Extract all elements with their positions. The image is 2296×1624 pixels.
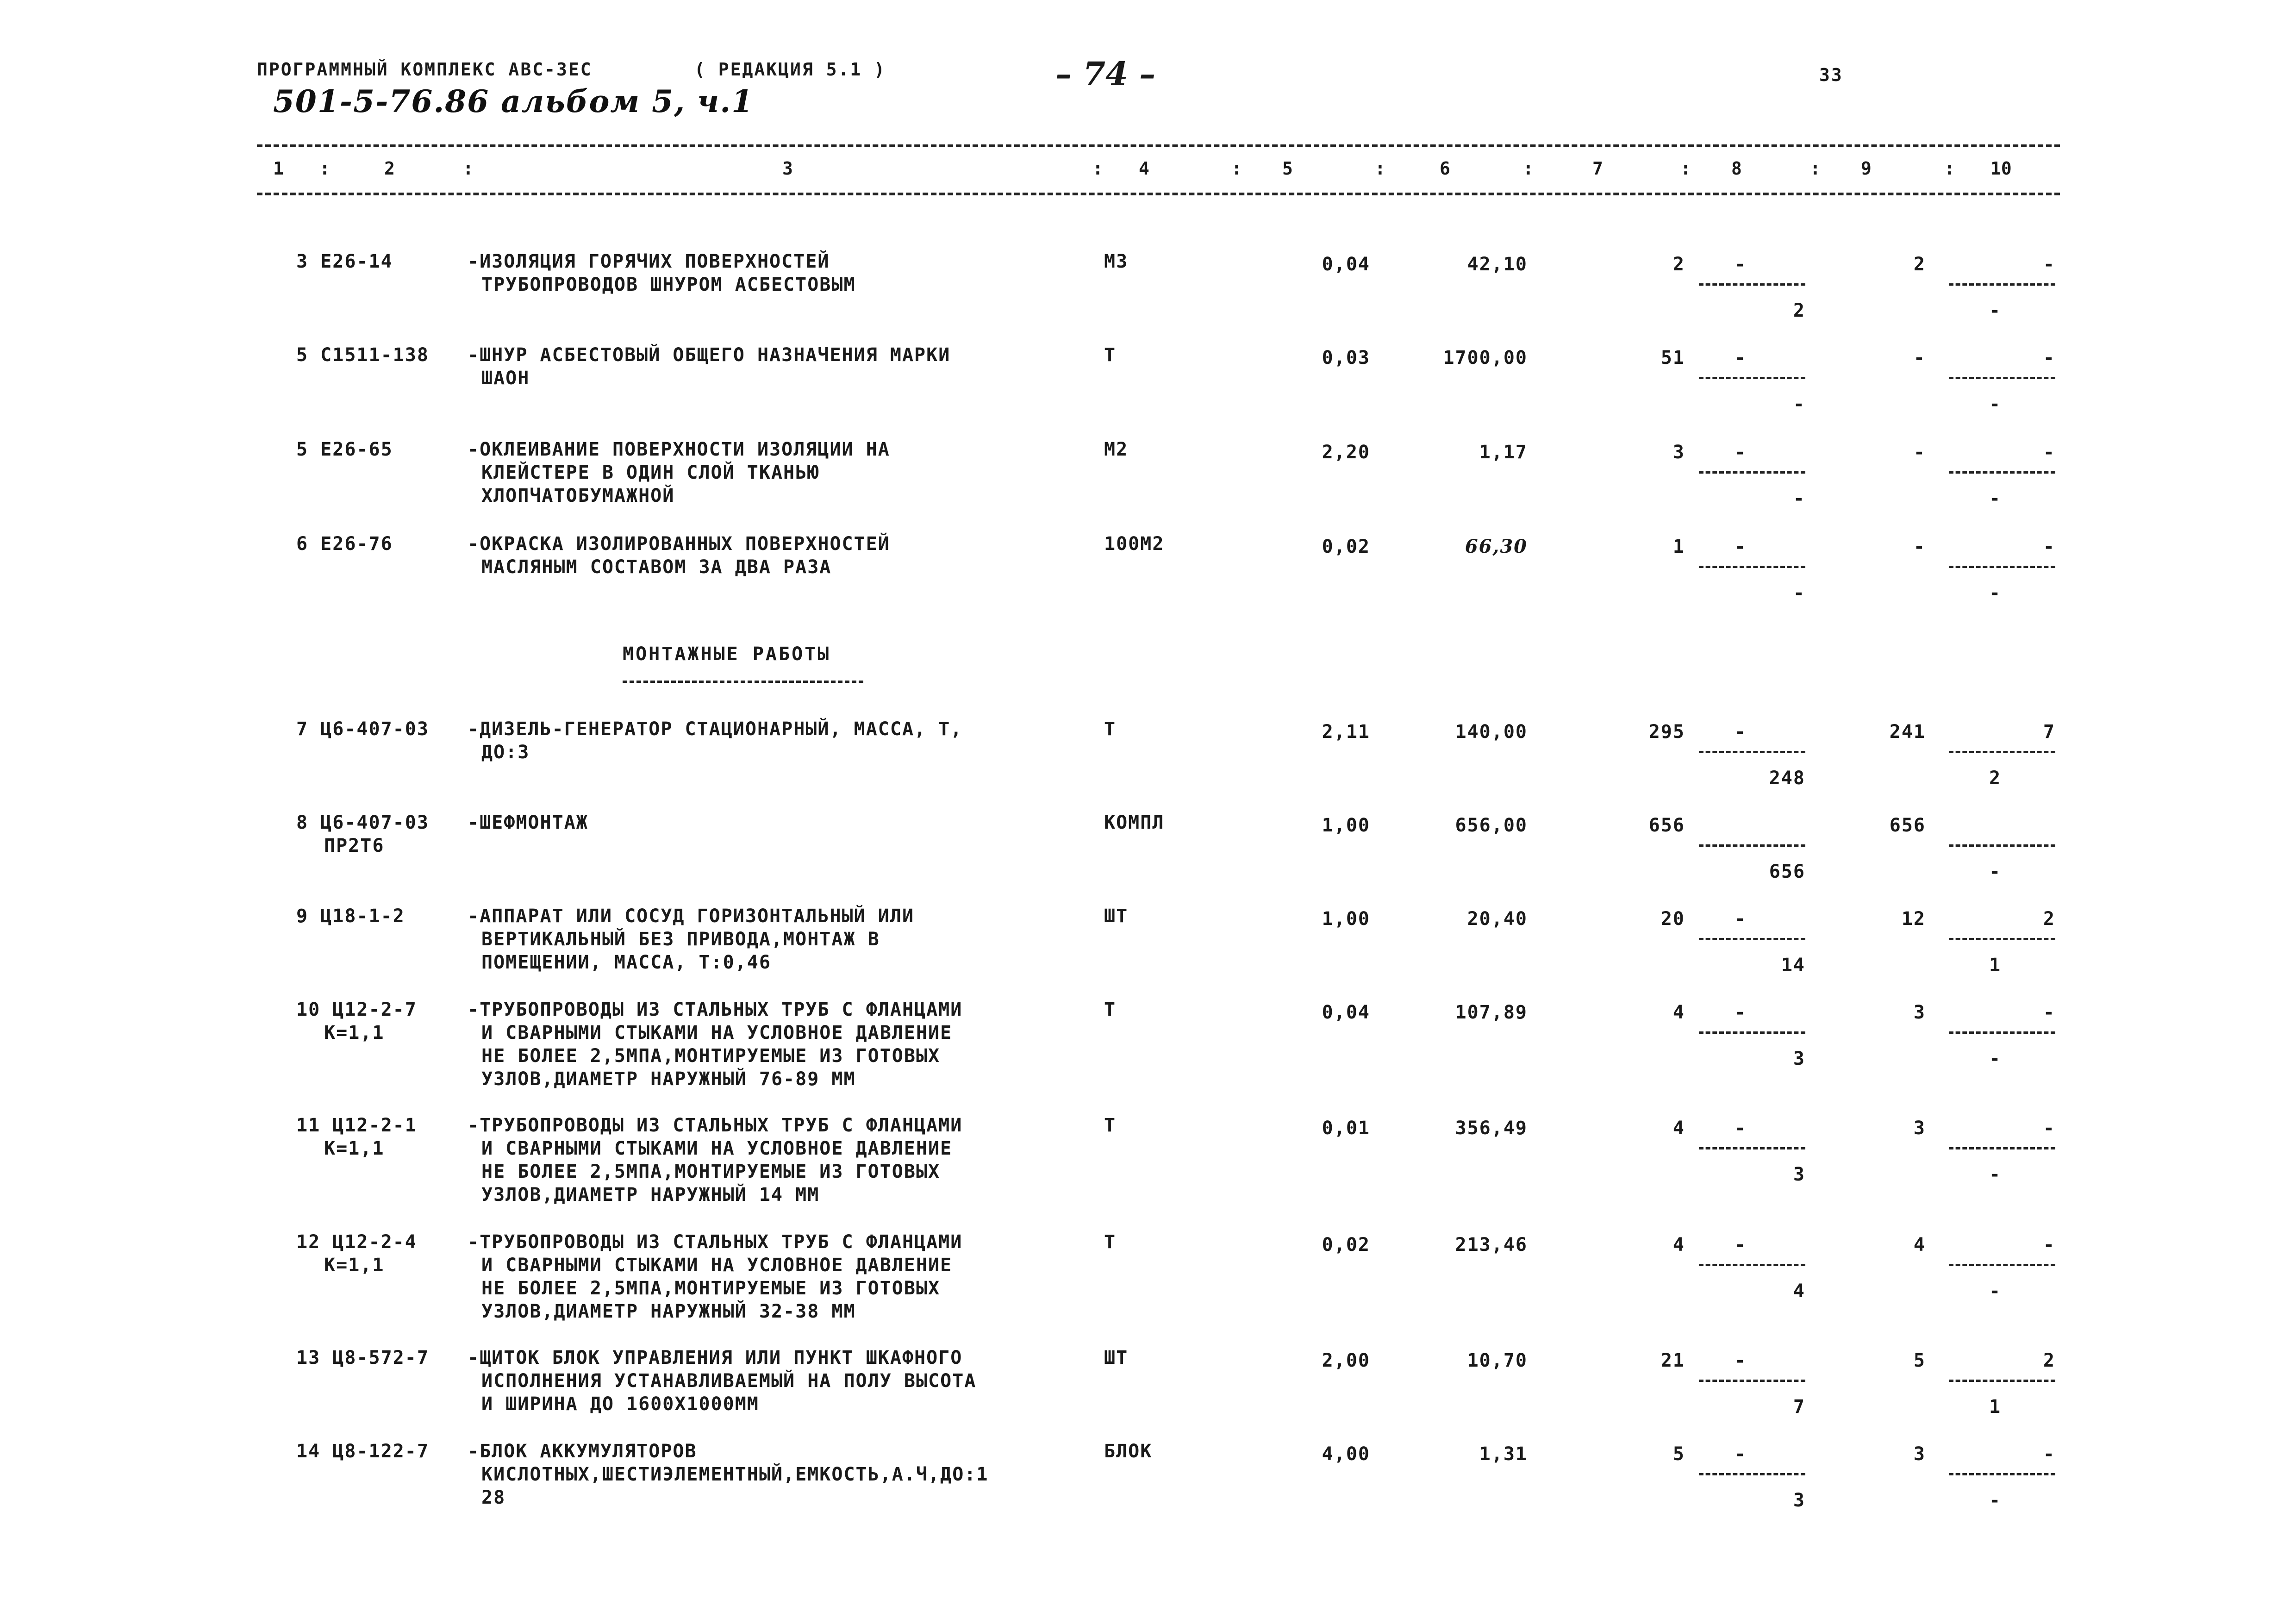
row-col8-divider: [1699, 471, 1805, 474]
row-col8-bottom: 2: [1793, 300, 1805, 321]
row-col8-top: -: [1734, 442, 1747, 463]
row-col8-bottom: 7: [1793, 1396, 1805, 1418]
row-unit-price: 356,49: [1455, 1118, 1528, 1139]
row-total-cost: 21: [1660, 1350, 1685, 1371]
row-unit: ШТ: [1104, 906, 1129, 927]
row-code: 6 Е26-76: [296, 533, 393, 555]
row-total-cost: 20: [1660, 908, 1685, 930]
row-col8-divider: [1699, 751, 1805, 753]
row-col8-top: -: [1734, 1350, 1747, 1371]
page-number-center: – 74 –: [1055, 55, 1156, 93]
row-col8-bottom: -: [1793, 582, 1805, 604]
row-unit: БЛОК: [1104, 1441, 1153, 1462]
row-col10-divider: [1949, 1380, 2055, 1382]
row-col9: 12: [1901, 908, 1926, 930]
row-unit-price: 213,46: [1455, 1234, 1528, 1255]
row-col8-divider: [1699, 566, 1805, 568]
row-col10-divider: [1949, 751, 2055, 753]
row-description-line: ВЕРТИКАЛЬНЫЙ БЕЗ ПРИВОДА,МОНТАЖ В: [481, 929, 880, 950]
row-description-line: -БЛОК АККУМУЛЯТОРОВ: [468, 1441, 697, 1462]
row-col10-top: 2: [2043, 1350, 2055, 1371]
row-unit-price: 1700,00: [1443, 347, 1528, 369]
row-col10-bottom: -: [1989, 582, 2002, 604]
row-col10-divider: [1949, 1031, 2055, 1034]
row-col10-bottom: -: [1989, 300, 2002, 321]
row-col9: 3: [1913, 1443, 1926, 1465]
column-number-8: 8: [1731, 158, 1742, 179]
row-unit: 100М2: [1104, 533, 1165, 555]
row-code: 5 Е26-65: [296, 439, 393, 460]
page-number-right: 33: [1819, 65, 1843, 85]
column-separator: :: [1092, 158, 1103, 179]
row-col8-divider: [1699, 283, 1805, 286]
row-col8-top: -: [1734, 1002, 1747, 1023]
row-total-cost: 295: [1648, 721, 1685, 743]
row-description-line: УЗЛОВ,ДИАМЕТР НАРУЖНЫЙ 76-89 ММ: [481, 1068, 856, 1090]
row-col10-top: -: [2043, 1443, 2055, 1465]
column-separator: :: [1680, 158, 1691, 179]
column-number-7: 7: [1592, 158, 1603, 179]
row-unit: КОМПЛ: [1104, 812, 1165, 833]
program-title: ПРОГРАММНЫЙ КОМПЛЕКС АВС-ЗЕС: [257, 59, 593, 80]
row-col8-bottom: 248: [1769, 768, 1805, 789]
table-top-rule: [257, 144, 2060, 147]
column-separator: :: [1231, 158, 1242, 179]
row-col9: 656: [1889, 815, 1926, 836]
row-col8-divider: [1699, 938, 1805, 940]
row-col8-bottom: 3: [1793, 1490, 1805, 1511]
table-header-bottom-rule: [257, 193, 2060, 195]
row-code: 9 Ц18-1-2: [296, 906, 405, 927]
row-quantity: 1,00: [1322, 815, 1370, 836]
row-unit-price: 66,30: [1465, 536, 1528, 557]
row-quantity: 2,20: [1322, 442, 1370, 463]
row-col10-divider: [1949, 1264, 2055, 1266]
row-col10-bottom: 1: [1989, 1396, 2002, 1418]
row-col10-bottom: -: [1989, 488, 2002, 509]
row-total-cost: 2: [1672, 254, 1685, 275]
row-description-line: НЕ БОЛЕЕ 2,5МПА,МОНТИРУЕМЫЕ ИЗ ГОТОВЫХ: [481, 1045, 941, 1067]
row-col8-top: -: [1734, 1234, 1747, 1255]
row-description-line: -ШНУР АСБЕСТОВЫЙ ОБЩЕГО НАЗНАЧЕНИЯ МАРКИ: [468, 344, 951, 366]
column-separator: :: [1810, 158, 1821, 179]
row-unit: Т: [1104, 999, 1117, 1020]
column-number-1: 1: [273, 158, 284, 179]
column-number-4: 4: [1139, 158, 1149, 179]
row-col10-bottom: 1: [1989, 955, 2002, 976]
row-unit: Т: [1104, 1231, 1117, 1253]
row-col9: 3: [1913, 1002, 1926, 1023]
row-col9: -: [1913, 536, 1926, 557]
row-description-line: -ОКРАСКА ИЗОЛИРОВАННЫХ ПОВЕРХНОСТЕЙ: [468, 533, 890, 555]
row-code: 11 Ц12-2-1: [296, 1115, 417, 1136]
row-description-line: -ТРУБОПРОВОДЫ ИЗ СТАЛЬНЫХ ТРУБ С ФЛАНЦАМИ: [468, 1115, 963, 1136]
row-total-cost: 1: [1672, 536, 1685, 557]
row-col8-bottom: -: [1793, 488, 1805, 509]
row-description-line: 28: [481, 1487, 506, 1508]
row-description-line: ТРУБОПРОВОДОВ ШНУРОМ АСБЕСТОВЫМ: [481, 274, 856, 295]
row-col8-top: -: [1734, 254, 1747, 275]
row-description-line: ХЛОПЧАТОБУМАЖНОЙ: [481, 485, 675, 506]
row-col8-bottom: -: [1793, 394, 1805, 415]
row-col10-top: 7: [2043, 721, 2055, 743]
row-col10-divider: [1949, 283, 2055, 286]
row-col8-top: -: [1734, 347, 1747, 369]
column-number-9: 9: [1861, 158, 1872, 179]
row-code-suffix: К=1,1: [324, 1022, 385, 1043]
row-description-line: НЕ БОЛЕЕ 2,5МПА,МОНТИРУЕМЫЕ ИЗ ГОТОВЫХ: [481, 1161, 941, 1182]
row-col9: 4: [1913, 1234, 1926, 1255]
row-col10-divider: [1949, 938, 2055, 940]
row-unit-price: 10,70: [1467, 1350, 1528, 1371]
row-col10-top: -: [2043, 347, 2055, 369]
row-quantity: 0,04: [1322, 254, 1370, 275]
row-description-line: -ТРУБОПРОВОДЫ ИЗ СТАЛЬНЫХ ТРУБ С ФЛАНЦАМИ: [468, 1231, 963, 1253]
row-description-line: МАСЛЯНЫМ СОСТАВОМ ЗА ДВА РАЗА: [481, 556, 832, 578]
row-quantity: 4,00: [1322, 1443, 1370, 1465]
row-col10-bottom: -: [1989, 1280, 2002, 1302]
row-code: 14 Ц8-122-7: [296, 1441, 429, 1462]
row-col8-top: -: [1734, 1118, 1747, 1139]
row-col8-top: -: [1734, 721, 1747, 743]
column-number-3: 3: [782, 158, 793, 179]
row-col8-bottom: 656: [1769, 861, 1805, 882]
row-unit: Т: [1104, 718, 1117, 740]
row-total-cost: 656: [1648, 815, 1685, 836]
row-description-line: И СВАРНЫМИ СТЫКАМИ НА УСЛОВНОЕ ДАВЛЕНИЕ: [481, 1022, 953, 1043]
row-unit-price: 140,00: [1455, 721, 1528, 743]
row-col8-bottom: 3: [1793, 1048, 1805, 1069]
row-unit-price: 656,00: [1455, 815, 1528, 836]
row-col10-bottom: -: [1989, 394, 2002, 415]
row-unit-price: 1,17: [1479, 442, 1528, 463]
row-col10-divider: [1949, 471, 2055, 474]
row-code: 10 Ц12-2-7: [296, 999, 417, 1020]
row-quantity: 2,11: [1322, 721, 1370, 743]
column-number-10: 10: [1990, 158, 2012, 179]
row-quantity: 2,00: [1322, 1350, 1370, 1371]
row-description-line: -ДИЗЕЛЬ-ГЕНЕРАТОР СТАЦИОНАРНЫЙ, МАССА, Т,: [468, 718, 963, 740]
column-separator: :: [319, 158, 330, 179]
column-separator: :: [1944, 158, 1955, 179]
row-col10-top: -: [2043, 1002, 2055, 1023]
row-col10-top: -: [2043, 1234, 2055, 1255]
row-unit: М2: [1104, 439, 1129, 460]
row-total-cost: 4: [1672, 1002, 1685, 1023]
column-separator: :: [1375, 158, 1385, 179]
row-description-line: И СВАРНЫМИ СТЫКАМИ НА УСЛОВНОЕ ДАВЛЕНИЕ: [481, 1138, 953, 1159]
row-total-cost: 4: [1672, 1118, 1685, 1139]
row-col10-bottom: 2: [1989, 768, 2002, 789]
row-quantity: 0,03: [1322, 347, 1370, 369]
row-unit-price: 42,10: [1467, 254, 1528, 275]
row-col10-bottom: -: [1989, 1490, 2002, 1511]
row-unit-price: 1,31: [1479, 1443, 1528, 1465]
row-col10-divider: [1949, 844, 2055, 847]
row-description-line: -ОКЛЕИВАНИЕ ПОВЕРХНОСТИ ИЗОЛЯЦИИ НА: [468, 439, 890, 460]
row-col9: -: [1913, 347, 1926, 369]
row-code-suffix: ПР2Т6: [324, 835, 385, 856]
row-code-suffix: К=1,1: [324, 1255, 385, 1276]
row-code: 8 Ц6-407-03: [296, 812, 429, 833]
row-col10-top: -: [2043, 442, 2055, 463]
column-separator: :: [463, 158, 474, 179]
row-unit: Т: [1104, 1115, 1117, 1136]
row-unit: Т: [1104, 344, 1117, 366]
row-description-line: КИСЛОТНЫХ,ШЕСТИЭЛЕМЕНТНЫЙ,ЕМКОСТЬ,А.Ч,ДО:1: [481, 1464, 989, 1485]
row-code: 12 Ц12-2-4: [296, 1231, 417, 1253]
row-total-cost: 4: [1672, 1234, 1685, 1255]
column-separator: :: [1523, 158, 1534, 179]
row-total-cost: 51: [1660, 347, 1685, 369]
row-col8-divider: [1699, 1380, 1805, 1382]
row-description-line: ИСПОЛНЕНИЯ УСТАНАВЛИВАЕМЫЙ НА ПОЛУ ВЫСОТА: [481, 1370, 977, 1392]
row-code: 13 Ц8-572-7: [296, 1347, 429, 1368]
row-description-line: -ТРУБОПРОВОДЫ ИЗ СТАЛЬНЫХ ТРУБ С ФЛАНЦАМИ: [468, 999, 963, 1020]
section-title: МОНТАЖНЫЕ РАБОТЫ: [623, 643, 831, 665]
row-col8-bottom: 3: [1793, 1164, 1805, 1185]
column-number-5: 5: [1282, 158, 1293, 179]
row-col8-divider: [1699, 377, 1805, 379]
row-col8-divider: [1699, 1473, 1805, 1475]
row-col9: 2: [1913, 254, 1926, 275]
row-col8-top: -: [1734, 536, 1747, 557]
row-col10-top: -: [2043, 254, 2055, 275]
row-col9: 241: [1889, 721, 1926, 743]
row-col9: 5: [1913, 1350, 1926, 1371]
row-description-line: -ШЕФМОНТАЖ: [468, 812, 588, 833]
row-description-line: ШАОН: [481, 368, 530, 389]
row-col8-divider: [1699, 1031, 1805, 1034]
row-description-line: ПОМЕЩЕНИИ, МАССА, Т:0,46: [481, 952, 771, 973]
row-quantity: 1,00: [1322, 908, 1370, 930]
section-title-underline: [623, 681, 863, 683]
row-description-line: И ШИРИНА ДО 1600Х1000ММ: [481, 1393, 759, 1415]
row-quantity: 0,04: [1322, 1002, 1370, 1023]
handwritten-album-reference: 501-5-76.86 альбом 5, ч.1: [273, 83, 754, 119]
row-description-line: ДО:3: [481, 742, 530, 763]
row-unit-price: 107,89: [1455, 1002, 1528, 1023]
row-col8-divider: [1699, 1264, 1805, 1266]
row-total-cost: 3: [1672, 442, 1685, 463]
row-quantity: 0,01: [1322, 1118, 1370, 1139]
row-code: 7 Ц6-407-03: [296, 718, 429, 740]
row-col8-bottom: 14: [1781, 955, 1805, 976]
row-code: 5 С1511-138: [296, 344, 429, 366]
row-col10-divider: [1949, 1473, 2055, 1475]
row-col10-bottom: -: [1989, 1164, 2002, 1185]
row-col10-divider: [1949, 566, 2055, 568]
row-col8-divider: [1699, 844, 1805, 847]
row-description-line: НЕ БОЛЕЕ 2,5МПА,МОНТИРУЕМЫЕ ИЗ ГОТОВЫХ: [481, 1278, 941, 1299]
row-col8-top: -: [1734, 908, 1747, 930]
row-description-line: -АППАРАТ ИЛИ СОСУД ГОРИЗОНТАЛЬНЫЙ ИЛИ: [468, 906, 915, 927]
row-col10-bottom: -: [1989, 861, 2002, 882]
column-number-6: 6: [1440, 158, 1450, 179]
row-col10-bottom: -: [1989, 1048, 2002, 1069]
row-total-cost: 5: [1672, 1443, 1685, 1465]
row-col10-top: 2: [2043, 908, 2055, 930]
row-unit: М3: [1104, 251, 1129, 272]
row-description-line: КЛЕЙСТЕРЕ В ОДИН СЛОЙ ТКАНЬЮ: [481, 462, 820, 483]
row-description-line: УЗЛОВ,ДИАМЕТР НАРУЖНЫЙ 14 ММ: [481, 1184, 820, 1206]
row-col8-bottom: 4: [1793, 1280, 1805, 1302]
row-code: 3 Е26-14: [296, 251, 393, 272]
row-description-line: -ИЗОЛЯЦИЯ ГОРЯЧИХ ПОВЕРХНОСТЕЙ: [468, 251, 830, 272]
row-description-line: И СВАРНЫМИ СТЫКАМИ НА УСЛОВНОЕ ДАВЛЕНИЕ: [481, 1255, 953, 1276]
row-unit-price: 20,40: [1467, 908, 1528, 930]
row-quantity: 0,02: [1322, 536, 1370, 557]
row-col8-top: -: [1734, 1443, 1747, 1465]
row-quantity: 0,02: [1322, 1234, 1370, 1255]
row-col10-top: -: [2043, 1118, 2055, 1139]
row-code-suffix: К=1,1: [324, 1138, 385, 1159]
column-number-2: 2: [384, 158, 395, 179]
row-col8-divider: [1699, 1147, 1805, 1149]
row-col10-divider: [1949, 1147, 2055, 1149]
edition-label: ( РЕДАКЦИЯ 5.1 ): [694, 59, 886, 80]
row-unit: ШТ: [1104, 1347, 1129, 1368]
row-col9: 3: [1913, 1118, 1926, 1139]
row-description-line: УЗЛОВ,ДИАМЕТР НАРУЖНЫЙ 32-38 ММ: [481, 1301, 856, 1322]
row-col10-top: -: [2043, 536, 2055, 557]
row-description-line: -ЩИТОК БЛОК УПРАВЛЕНИЯ ИЛИ ПУНКТ ШКАФНОГО: [468, 1347, 963, 1368]
row-col10-divider: [1949, 377, 2055, 379]
row-col9: -: [1913, 442, 1926, 463]
